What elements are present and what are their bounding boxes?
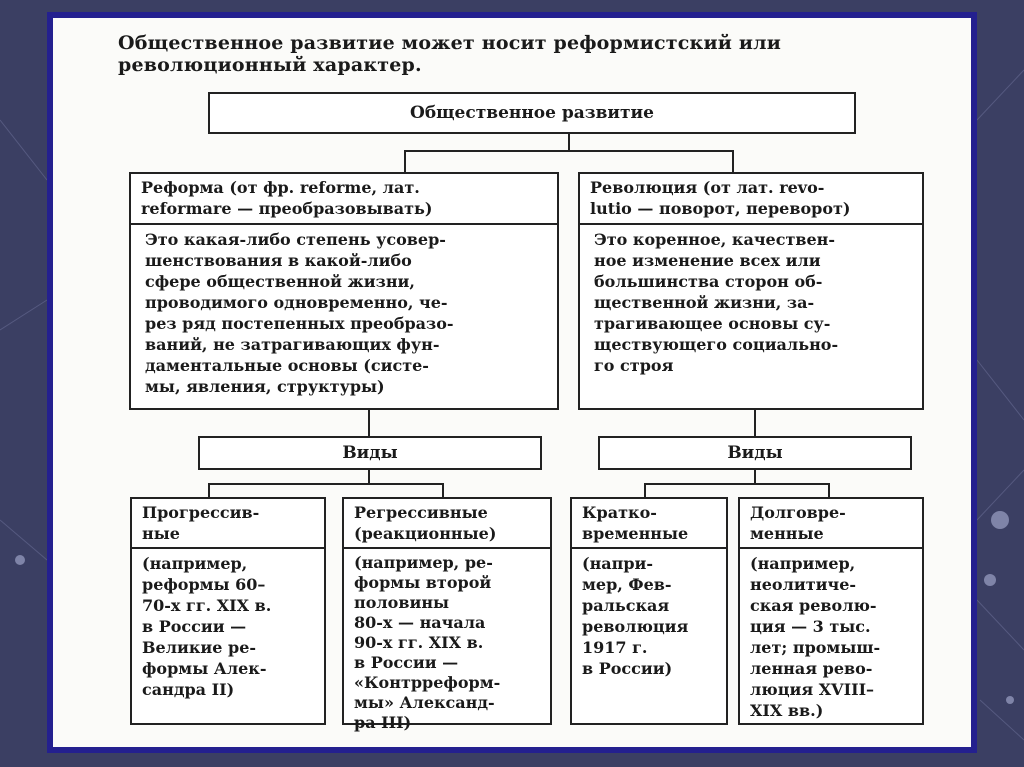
long-term-heading: Долговре- менные	[740, 499, 922, 549]
reform-heading: Реформа (от фр. reforme, лат. reformare — преобразовывать)	[131, 174, 557, 225]
regressive-heading: Регрессивные (реакционные)	[344, 499, 550, 549]
short-term-example: (напри- мер, Фев- ральская революция 1917 г. в России)	[582, 554, 689, 678]
regressive-example: (например, ре- формы второй половины 80-х — начала 90-х гг. XIX в. в России — «Контрреформ- мы» Александ- ра III)	[354, 553, 501, 732]
progressive-reform-node	[130, 497, 326, 725]
revolution-definition: Это коренное, качествен- ное изменение всех или большинства сторон об- щественной жизни, за- трагивающее основы су- ществующего социально- го строя	[594, 230, 839, 375]
connector-reform-types-horizontal	[208, 483, 444, 485]
short-term-revolution-node	[570, 497, 728, 725]
reform-node	[129, 172, 559, 410]
connector-revolution-types-down	[754, 470, 756, 484]
connector-to-reform	[404, 150, 406, 172]
root-node: Общественное развитие	[208, 92, 856, 134]
connector-reform-to-types	[368, 410, 370, 436]
connector-to-progressive	[208, 483, 210, 497]
connector-root-horizontal	[404, 150, 734, 152]
connector-to-long-term	[828, 483, 830, 497]
revolution-heading: Революция (от лат. revo- lutio — поворот, переворот)	[580, 174, 922, 225]
reform-types-node: Виды	[198, 436, 542, 470]
connector-to-regressive	[442, 483, 444, 497]
revolution-node	[578, 172, 924, 410]
progressive-heading: Прогрессив- ные	[132, 499, 324, 549]
long-term-revolution-node	[738, 497, 924, 725]
progressive-example: (например, реформы 60– 70-х гг. XIX в. в России — Великие ре- формы Алек- сандра II)	[142, 554, 272, 699]
connector-reform-types-down	[368, 470, 370, 484]
connector-to-short-term	[644, 483, 646, 497]
intro-text: Общественное развитие может носит реформистский или революционный характер.	[118, 32, 782, 76]
connector-to-revolution	[732, 150, 734, 172]
short-term-heading: Кратко- временные	[572, 499, 726, 549]
regressive-reform-node	[342, 497, 552, 732]
connector-revolution-types-horizontal	[644, 483, 830, 485]
long-term-example: (например, неолитиче- ская револю- ция — 3 тыс. лет; промыш- ленная рево- люция XVIII– XIX вв.)	[750, 554, 881, 720]
revolution-types-node: Виды	[598, 436, 912, 470]
reform-definition: Это какая-либо степень усовер- шенствования в какой-либо сфере общественной жизни, проводимого одновременно, че- рез ряд постепенных преобразо- ваний, не затрагивающих фун- даментальные основы (систе- мы, явления, структуры)	[145, 230, 454, 396]
connector-revolution-to-types	[754, 410, 756, 436]
connector-root-down	[568, 134, 570, 151]
